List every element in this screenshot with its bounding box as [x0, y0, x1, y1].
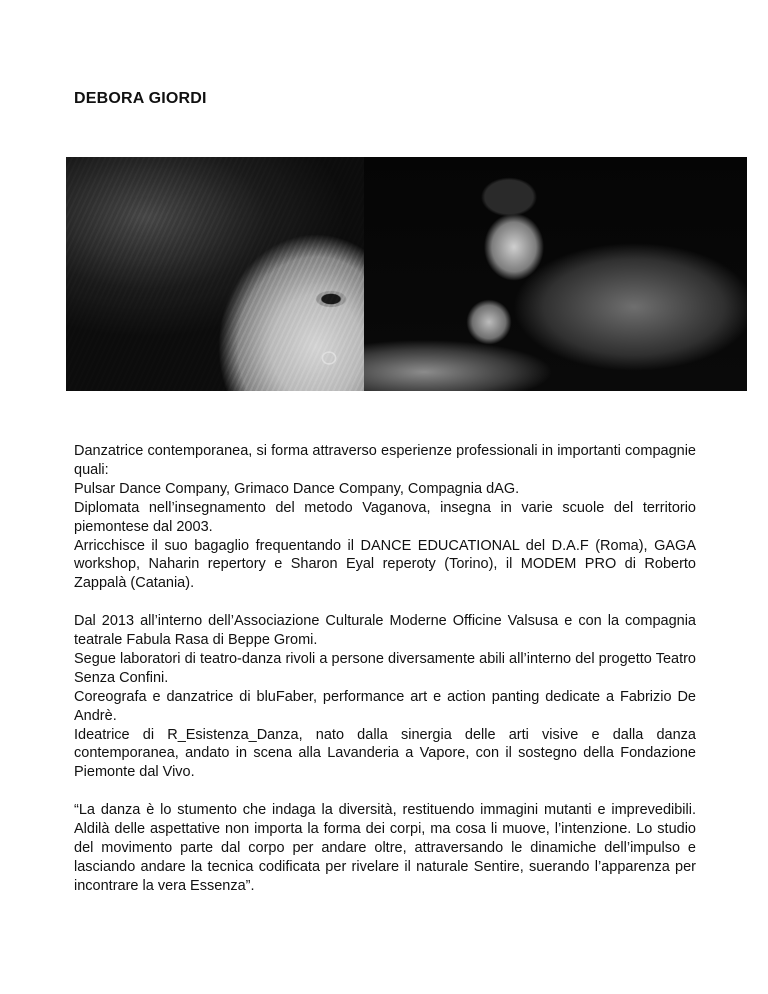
text-line: Segue laboratori di teatro-danza rivoli a persone diversamente abili all’interno del progetto Teatro Senza Confini. — [74, 650, 696, 686]
text-line: Pulsar Dance Company, Grimaco Dance Company, Compagnia dAG. — [74, 480, 520, 497]
dancer-pose-photo — [364, 157, 747, 391]
text-line: Coreografa e danzatrice di bluFaber, performance art e action panting dedicate a Fabrizio De Andrè. — [74, 688, 696, 724]
text-line: Arricchisce il suo bagaglio frequentando il DANCE EDUCATIONAL del D.A.F (Roma), GAGA workshop, Naharin repertory e Sharon Eyal reperoty (Torino), il MODEM PRO di Roberto Zappalà (Catania). — [74, 537, 696, 592]
photo-strip — [66, 157, 747, 391]
text-line: Diplomata nell’insegnamento del metodo Vaganova, insegna in varie scuole del territorio piemontese dal 2003. — [74, 499, 696, 535]
text-line: Ideatrice di R_Esistenza_Danza, nato dalla sinergia delle arti visive e dalla danza contemporanea, andato in scena alla Lavanderia a Vapore, con il sostegno della Fondazione Piemonte dal Vivo. — [74, 726, 696, 781]
text-line: Dal 2013 all’interno dell’Associazione Culturale Moderne Officine Valsusa e con la compagnia teatrale Fabula Rasa di Beppe Gromi. — [74, 613, 696, 649]
paragraph-activities — [74, 612, 696, 782]
biography-text — [74, 442, 696, 915]
paragraph-quote — [74, 801, 696, 896]
paragraph-training — [74, 442, 696, 593]
text-line: Danzatrice contemporanea, si forma attraverso esperienze professionali in importanti compagnie quali: — [74, 443, 696, 478]
page-title: DEBORA GIORDI — [74, 90, 207, 107]
portrait-close-up-photo — [66, 157, 364, 391]
quote-text: “La danza è lo stumento che indaga la diversità, restituendo immagini mutanti e imprevedibili. Aldilà delle aspettative non importa la forma dei corpi, ma cosa li muove, l’intenzione. Lo studio del movimento parte dal corpo per andare oltre, attraversando le dinamiche dell’impulso e lasciando andare la tecnica codificata per rivelare il naturale Sentire, suerando l’apparenza per incontrare la vera Essenza”. — [74, 802, 696, 894]
